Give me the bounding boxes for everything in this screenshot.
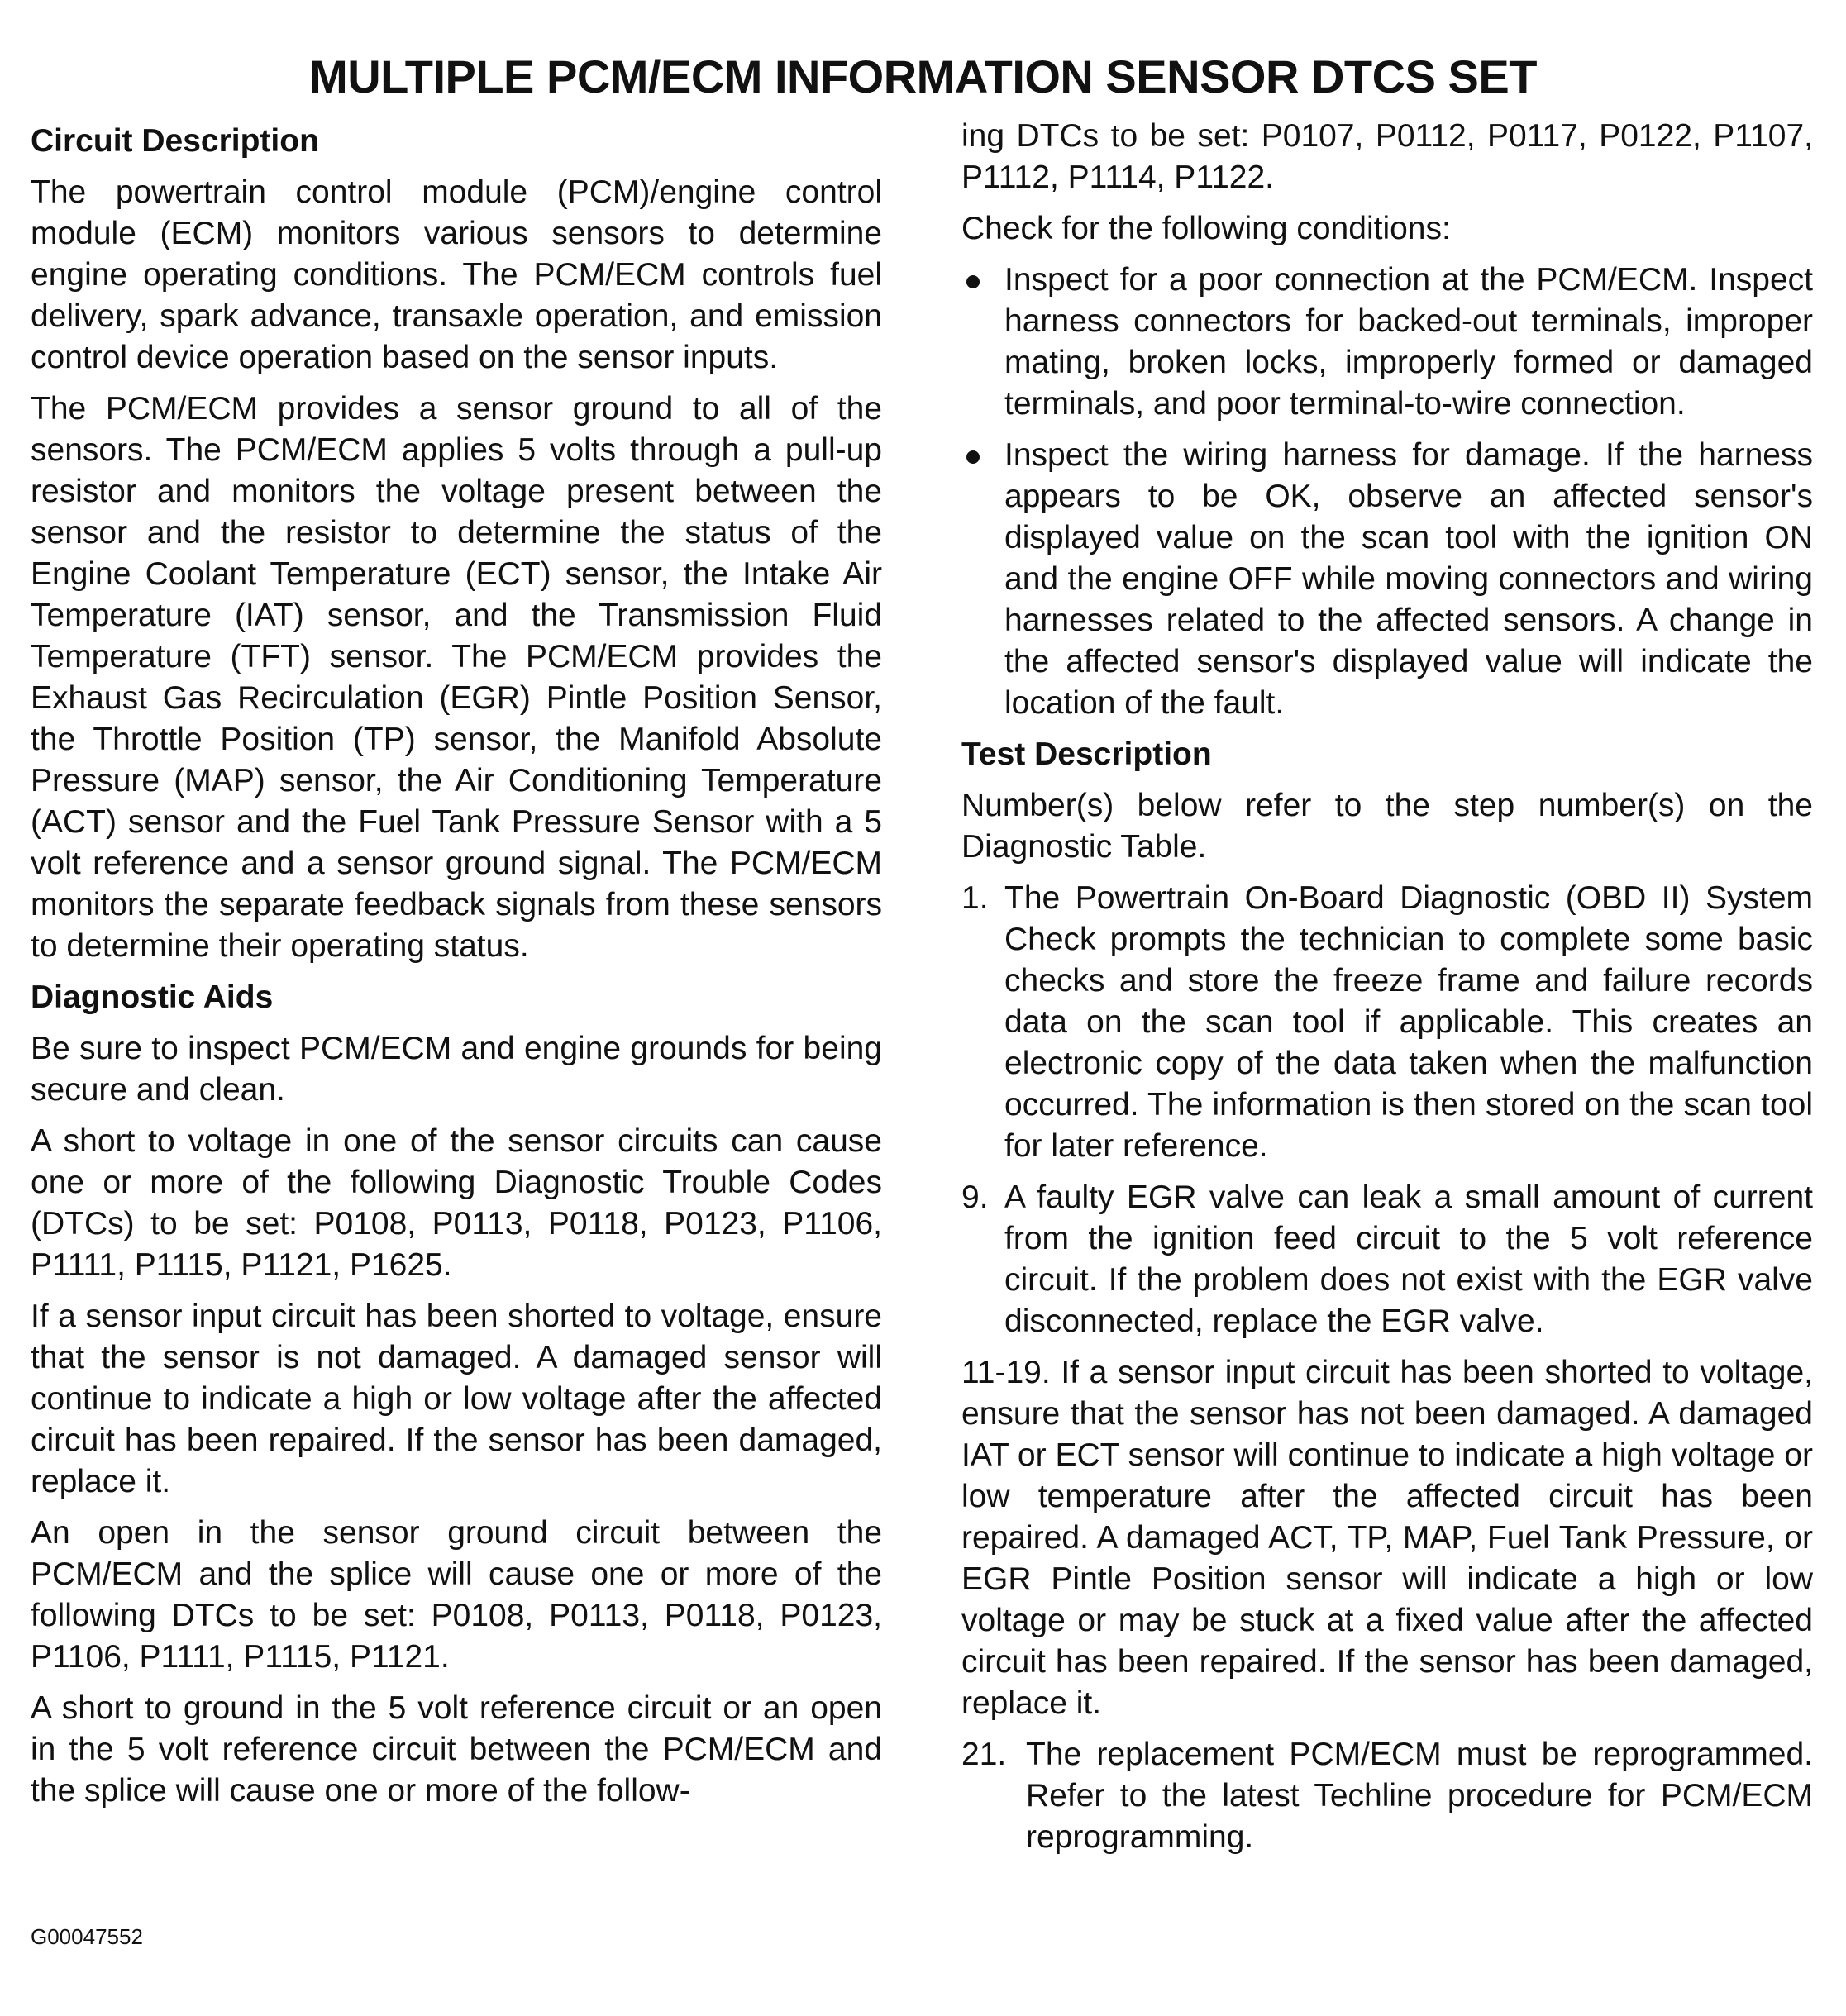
step-text: The replacement PCM/ECM must be reprogrammed. Refer to the latest Techline procedure for PCM/ECM reprogramming. [1026, 1737, 1813, 1855]
bullet-icon [966, 275, 980, 288]
step-number: 21. [961, 1737, 1007, 1772]
list-item [961, 878, 1813, 1167]
list-item [961, 1734, 1813, 1858]
step-number: 1. [961, 880, 989, 916]
step-11-19-paragraph: 11-19. If a sensor input circuit has been shorted to voltage, ensure that the sensor has not been damaged. A damaged IAT or ECT sensor will continue to indicate a high voltage or low temperature after the affected circuit has been repaired. A damaged ACT, TP, MAP, Fuel Tank Pressure, or EGR Pintle Position sensor will indicate a high or low voltage or may be stuck at a fixed value after the affected circuit has been repaired. If the sensor has been damaged, replace it. [961, 1355, 1813, 1721]
circuit-paragraph-1: The powertrain control module (PCM)/engine control module (ECM) monitors various sensors to determine engine operating conditions. The PCM/ECM controls fuel delivery, spark advance, transaxle operation, and emission control device operation based on the sensor inputs. [31, 174, 882, 375]
step-text: A faulty EGR valve can leak a small amount of current from the ignition feed circuit to the 5 volt reference circuit. If the problem does not exist with the EGR valve disconnected, replace the EGR valve. [1004, 1180, 1813, 1339]
aids-paragraph-4: An open in the sensor ground circuit between the PCM/ECM and the splice will cause one or more of the following DTCs to be set: P0108, P0113, P0118, P0123, P1106, P1111, P1115, P1121. [31, 1515, 882, 1675]
test-description-heading: Test Description [961, 736, 1212, 772]
list-item [961, 260, 1813, 425]
document-id: G00047552 [31, 1924, 143, 1949]
aids-paragraph-2: A short to voltage in one of the sensor circuits can cause one or more of the following Diagnostic Trouble Codes (DTCs) to be set: P0108, P0113, P0118, P0123, P1106, P1111, P1115, P1121, P1625. [31, 1123, 882, 1283]
check-conditions-paragraph: Check for the following conditions: [961, 211, 1451, 246]
diagnostic-aids-heading: Diagnostic Aids [31, 979, 274, 1015]
circuit-paragraph-2: The PCM/ECM provides a sensor ground to all of the sensors. The PCM/ECM applies 5 volts through a pull-up resistor and monitors the voltage present between the sensor and the resistor to determine the status of the Engine Coolant Temperature (ECT) sensor, the Intake Air Temperature (IAT) sensor, and the Transmission Fluid Temperature (TFT) sensor. The PCM/ECM provides the Exhaust Gas Recirculation (EGR) Pintle Position Sensor, the Throttle Position (TP) sensor, the Manifold Absolute Pressure (MAP) sensor, the Air Conditioning Temperature (ACT) sensor and the Fuel Tank Pressure Sensor with a 5 volt reference and a sensor ground signal. The PCM/ECM monitors the separate feedback signals from these sensors to determine their operating status. [31, 391, 882, 964]
continued-paragraph: ing DTCs to be set: P0107, P0112, P0117, P0122, P1107, P1112, P1114, P1122. [961, 118, 1813, 195]
step-number: 9. [961, 1180, 989, 1215]
aids-paragraph-5: A short to ground in the 5 volt reference circuit or an open in the 5 volt reference circuit between the PCM/ECM and the splice will cause one or more of the follow- [31, 1690, 882, 1809]
bullet-text: Inspect for a poor connection at the PCM/ECM. Inspect harness connectors for backed-out terminals, improper mating, broken locks, improperly formed or damaged terminals, and poor terminal-to-wire connection. [1004, 262, 1813, 422]
bullet-text: Inspect the wiring harness for damage. If the harness appears to be OK, observe an affected sensor's displayed value on the scan tool with the ignition ON and the engine OFF while moving connectors and wiring harnesses related to the affected sensors. A change in the affected sensor's displayed value will indicate the location of the fault. [1004, 437, 1813, 721]
conditions-list [961, 260, 1813, 724]
test-intro-paragraph: Number(s) below refer to the step number(s) on the Diagnostic Table. [961, 788, 1813, 865]
list-item [961, 1177, 1813, 1342]
list-item [961, 435, 1813, 724]
bullet-icon [966, 450, 980, 464]
page-title: MULTIPLE PCM/ECM INFORMATION SENSOR DTCS SET [309, 50, 1537, 102]
left-column [31, 116, 882, 1822]
aids-paragraph-3: If a sensor input circuit has been shorted to voltage, ensure that the sensor is not damaged. A damaged sensor will continue to indicate a high or low voltage after the affected circuit has been repaired. If the sensor has been damaged, replace it. [31, 1299, 882, 1499]
steps-list [961, 878, 1813, 1342]
right-column [961, 116, 1813, 1868]
aids-paragraph-1: Be sure to inspect PCM/ECM and engine grounds for being secure and clean. [31, 1031, 882, 1108]
circuit-description-heading: Circuit Description [31, 123, 319, 159]
final-step-list [961, 1734, 1813, 1858]
step-text: The Powertrain On-Board Diagnostic (OBD II) System Check prompts the technician to complete some basic checks and store the freeze frame and failure records data on the scan tool if applicable. This creates an electronic copy of the data taken when the malfunction occurred. The information is then stored on the scan tool for later reference. [1004, 880, 1813, 1164]
